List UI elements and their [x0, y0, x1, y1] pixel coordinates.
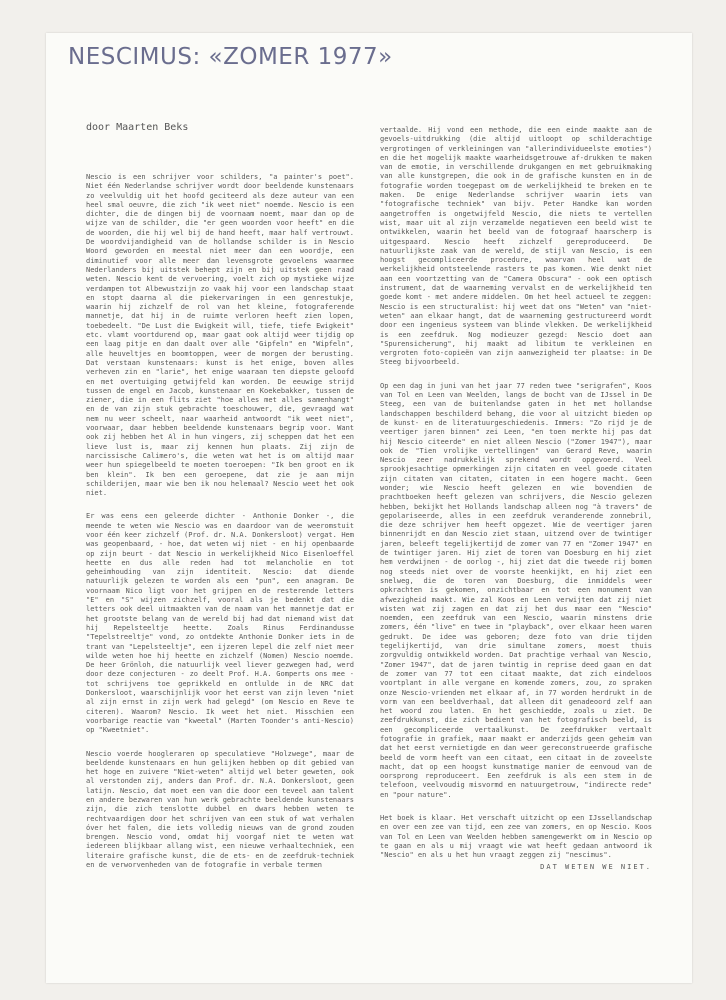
paragraph: vertaalde. Hij vond een methode, die een einde maakte aan de gevoels-uitdrukking (die altijd uitloopt op schilderachtige vergrotingen of verkleiningen van "allerindividueelste emoties") en die het mogelijk maakte waarheidsgetrouwe af-drukken te maken van de emotie, in verschillende drukgangen en met gebruikmaking van alle kunstgrepen, die ook in de grafische kunsten en in de fotografie worden toegepast om de werkelijkheid te breken en te maken. De enige Nederlandse schrijver waarin iets van "fotografische techniek" van bijv. Peter Handke kan worden aangetroffen is ongetwijfeld Nescio, die niets te vertellen wist, maar uit al zijn verzamelde negatieven een beeld wist te ontwikkelen, waarin het beeld van de fotograaf haarscherp is uitgespaard. Nescio heeft zichzelf gereproduceerd. De natuurlijkste zaak van de wereld, de stijl van Nescio, is een hoogst gecompliceerde procedure, waarvan heel wat de werkelijkheid ontsteelende rasters te pas komen. Wie denkt niet aan een voortzetting van de "Camera Obscura" - ook een optisch instrument, dat de waarneming vervalst en de werkelijkheid ten goede komt - met andere middelen. Om het heel actueel te zeggen: Nescio is een structuralist: hij weet dat ons "Weten" van "niet-weten" aan elkaar hangt, dat de waarneming gestructureerd wordt door een ingenieus systeem van blinde vlekken. De werkelijkheid is een zeefdruk. Nog modieuzer gezegd: Nescio doet aan "Spurensicherung", hij maakt ad libitum te verkleinen en vergroten foto-copieën van zijn aanwezigheid ter plaatse: in De Steeg bijvoorbeeld.: [380, 126, 652, 367]
byline: door Maarten Beks: [86, 122, 189, 133]
paragraph: Op een dag in juni van het jaar 77 reden twee "serigrafen", Koos van Tol en Leen van Weelden, langs de bocht van de IJssel in De Steeg, een van de buitenlandse gaten in het met hollandse landschappen beschilderd behang, die voor al uitzicht bieden op de kunst- en de literatuurgeschiedenis. Immers: "Zo rijd je de veertiger jaren binnen" zei Leen, "en toen merkte hij pas dat hij Nescio citeerde" en niet alleen Nescio ("Zomer 1947"), maar ook de "Tien vrolijke vertellingen" van Gerard Reve, waarin Nescio zeer nadrukkelijk sprekend wordt opgevoerd. Veel sprookjesachtige opmerkingen zijn citaten en veel goede citaten zijn citaten van citaten, citaten in een hogere macht. Geen wonder; wie Nescio heeft gelezen en wie bovendien de prachtboeken heeft gelezen van schrijvers, die Nescio gelezen hebben, bekijkt het Hollands landschap alleen nog "à travers" de gepolariseerde, alles in een zeefdruk veranderende zonnebril, die deze schrijver hem heeft opgezet. Wie de veertiger jaren binnenrijdt en dan Nescio ziet staan, uitzend over de twintiger jaren, beleeft tegelijkertijd de zomer van 77 en "Zomer 1947" en de twintiger jaren. Hij ziet de toren van Doesburg en hij ziet hem verdwijnen - de oorlog -, hij ziet dat die tweede rij bomen nog steeds niet over de voorste heenkijkt, en hij ziet een snelweg, die de toren van Doesburg, die inmiddels weer opkrachten is gekomen, onzichtbaar en tot een monument van afwezigheid maakt. Wie zal Koos en Leen verwijten dat zij niet wisten wat zij zagen en dat zij het dus maar een "Nescio" noemden, een zeefdruk van een Nescio, waarin minstens drie zomers, één "live" en twee in "playback", over elkaar heen waren gedrukt. De idee was geboren; deze foto van drie tijden tegelijkertijd, van drie simultane zomers, moest thuis zorgvuldig ontwikkeld worden. Dat prachtige verhaal van Nescio, "Zomer 1947", dat de jaren twintig in reprise deed gaan en dat de zomer van 77 tot een citaat maakte, dat zich eindeloos voortplant in alle vergane en komende zomers, zou, zo spraken onze Nescio-vrienden met elkaar af, in 77 worden herdrukt in de vorm van een beeldverhaal, dat alleen dit genadeoord zelf aan het woord zou laten. En het geschiedde, zoals u ziet. De zeefdrukkunst, die zich bedient van het fotografisch beeld, is een gecompliceerde vertaalkunst. De zeefdrukker vertaalt fotografie in grafiek, maar maakt er anderzijds geen geheim van dat het eerst vernietigde en dan weer gereconstrueerde grafische beeld de vorm heeft van een citaat, een citaat in de zoveelste macht, dat op een hoogst kunstmatige manier de eenvoud van de oorsprong reproduceert. Een zeefdruk is als een stem in de telefoon, veelvoudig misvormd en natuurgetrouw, "indirecte rede" en "pour nature".: [380, 381, 652, 799]
paragraph: Het boek is klaar. Het verschaft uitzicht op een IJssellandschap en over een zee van tijd, een zee van zomers, en op Nescio. Koos van Tol en Leen van Weelden hebben samengewerkt om in Nescio op te gaan en als u mij vraagt wie wat heeft gedaan antwoord ik "Nescio" en als u het hun vraagt zeggen zij "nescimus".: [380, 814, 652, 860]
right-column: [380, 126, 652, 886]
paragraph: Nescio voerde hoogleraren op speculatieve "Holzwege", maar de beeldende kunstenaars en hun gelijken hebben op dit gebied van het hoge en zuivere "Niet-weten" altijd wel beter geweten, ook al verstonden zij, anders dan Prof. dr. N.A. Donkersloot, geen latijn. Nescio, dat moet een van die door een teveel aan talent en andere bezwaren van hun werk gebrachte beeldende kunstenaars zijn, die zich tenslotte dubbel en dwars hebben weten te rechtvaardigen door het schrijven van een stuk of wat verhalen óver het falen, die iets volledig nieuws van de grond zouden brengen. Nescio vond, omdat hij voorgaf niet te weten wat iedereen blijkbaar allang wist, een nieuwe verhaaltechniek, een literaire grafische kunst, die de ets- en de zeefdruk-techniek en de verworvenheden van de fotografie in verbale termen: [86, 749, 354, 870]
closing-signature: DAT WETEN WE NIET.: [540, 862, 652, 871]
article-title: NESCIMUS: «ZOMER 1977»: [68, 44, 393, 70]
left-column: [86, 173, 354, 884]
paragraph: Nescio is een schrijver voor schilders, "a painter's poet". Niet één Nederlandse schrijver wordt door beeldende kunstenaars zo veelvuldig uit het hoofd geciteerd als deze auteur van een heel smal oeuvre, die zich "ik weet niet" noemde. Nescio is een dichter, die de dingen bij de voornaam noemt, maar dan op de wijze van de schilder, die "er geen woorden voor heeft" en die de woorden, die hij wel bij de hand heeft, maar half vertrouwt. De woordvijandigheid van de hollandse schilder is in Nescio Woord geworden en meestal niet meer dan een woordje, een diminutief voor alle meer dan levensgrote gevoelens waarmee Nederlanders bij uitstek behept zijn en bij uitstek geen raad weten. Nescio kent de vervoering, voelt zich op mystieke wijze verdampen tot Albewustzijn zo vaak hij voor een landschap staat en stopt daarna al die piekervaringen in een genrestukje, waarin hij zichzelf de rol van het kleine, fotograferende mannetje, dat hij in de ruimte verloren heeft zien lopen, toebedeelt. "De Lust die Ewigkeit will, tiefe, tiefe Ewigkeit" etc. vlamt voortdurend op, maar gaat ook altijd weer tijdig op een laag pitje en dan daalt over alle "Gipfeln" en "Wipfeln", alle heuveltjes en boomtoppen, weer de morgen der berusting. Dat verstaan kunstenaars: kunst is het enige, boven alles verheven zin en "larie", het enige waaraan ten diepste geloofd en met overtuiging getwijfeld kan worden. De eeuwige strijd tussen de engel en Jacob, kunstenaar en Koekebakker, tussen de ziener, die in een flits ziet "hoe alles met alles samenhangt" en de van zijn stuk gebrachte toeschouwer, die, gevraagd wat nem nu weer scheelt, naar waarheid antwoordt "ik weet niet", voorwaar, daar hebben beeldende kunstenaars begrip voor. Want ook zij hebben het Al in hun vingers, zij scheppen dat het een lieve lust is, maar zij kennen hun plaats. Zij zijn de narcissische Calimero's, die weten wat het is om altijd maar weer hun spiegelbeeld te moeten toeroepen: "Ik ben groot en ik ben klein". Ik ben een geroepene, dat zie je aan mijn schilderijen, maar wie ben ik nou helemaal? Nescio weet het ook niet.: [86, 173, 354, 498]
paragraph: Er was eens een geleerde dichter - Anthonie Donker -, die meende te weten wie Nescio was en daardoor van de weeromstuit voor één keer zichzelf (Prof. dr. N.A. Donkersloot) vergat. Hem was geopenbaard, - hoe, dat weten wij niet - en hij openbaarde op zijn beurt - dat Nescio in werkelijkheid Nico Eisenloeffel heette en dus alle reden had tot melancholie en tot geheimhouding van zijn identiteit. Nescio: dat diende natuurlijk gelezen te worden als een "pun", een anagram. De voornaam Nico ligt voor het grijpen en de resterende letters "E" en "S" wijzen zichzelf, vooral als je bedenkt dat die letters ook deel uitmaakten van de naam van het mannetje dat er het grootste belang van de wereld bij had dat niemand wist dat hij Repelsteeltje heette. Zoals Rinus Ferdinandusse "Tepelstreeltje" vond, zo ontdekte Anthonie Donker iets in de trant van "Lepelsteeltje", een ijzeren lepel die zelf niet meer wilde weten hoe hij heette en zichzelf (Nomen) Nescio noemde. De heer Grönloh, die natuurlijk veel liever gezwegen had, werd door deze conjecturen - zo deelt Prof. H.A. Gomperts ons mee - tot schrijvens toe geprikkeld en ontlulde in de NRC dat Donkersloot, waarschijnlijk voor het eerst van zijn leven "niet al zijn ernst in zijn werk had gelegd" (om Nescio en Reve te citeren). Waarom? Nescio. Ik weet het niet. Misschien een voorbarige reactie van "kweetal" (Marten Toonder's anti-Nescio) op "Kweetniet".: [86, 512, 354, 735]
